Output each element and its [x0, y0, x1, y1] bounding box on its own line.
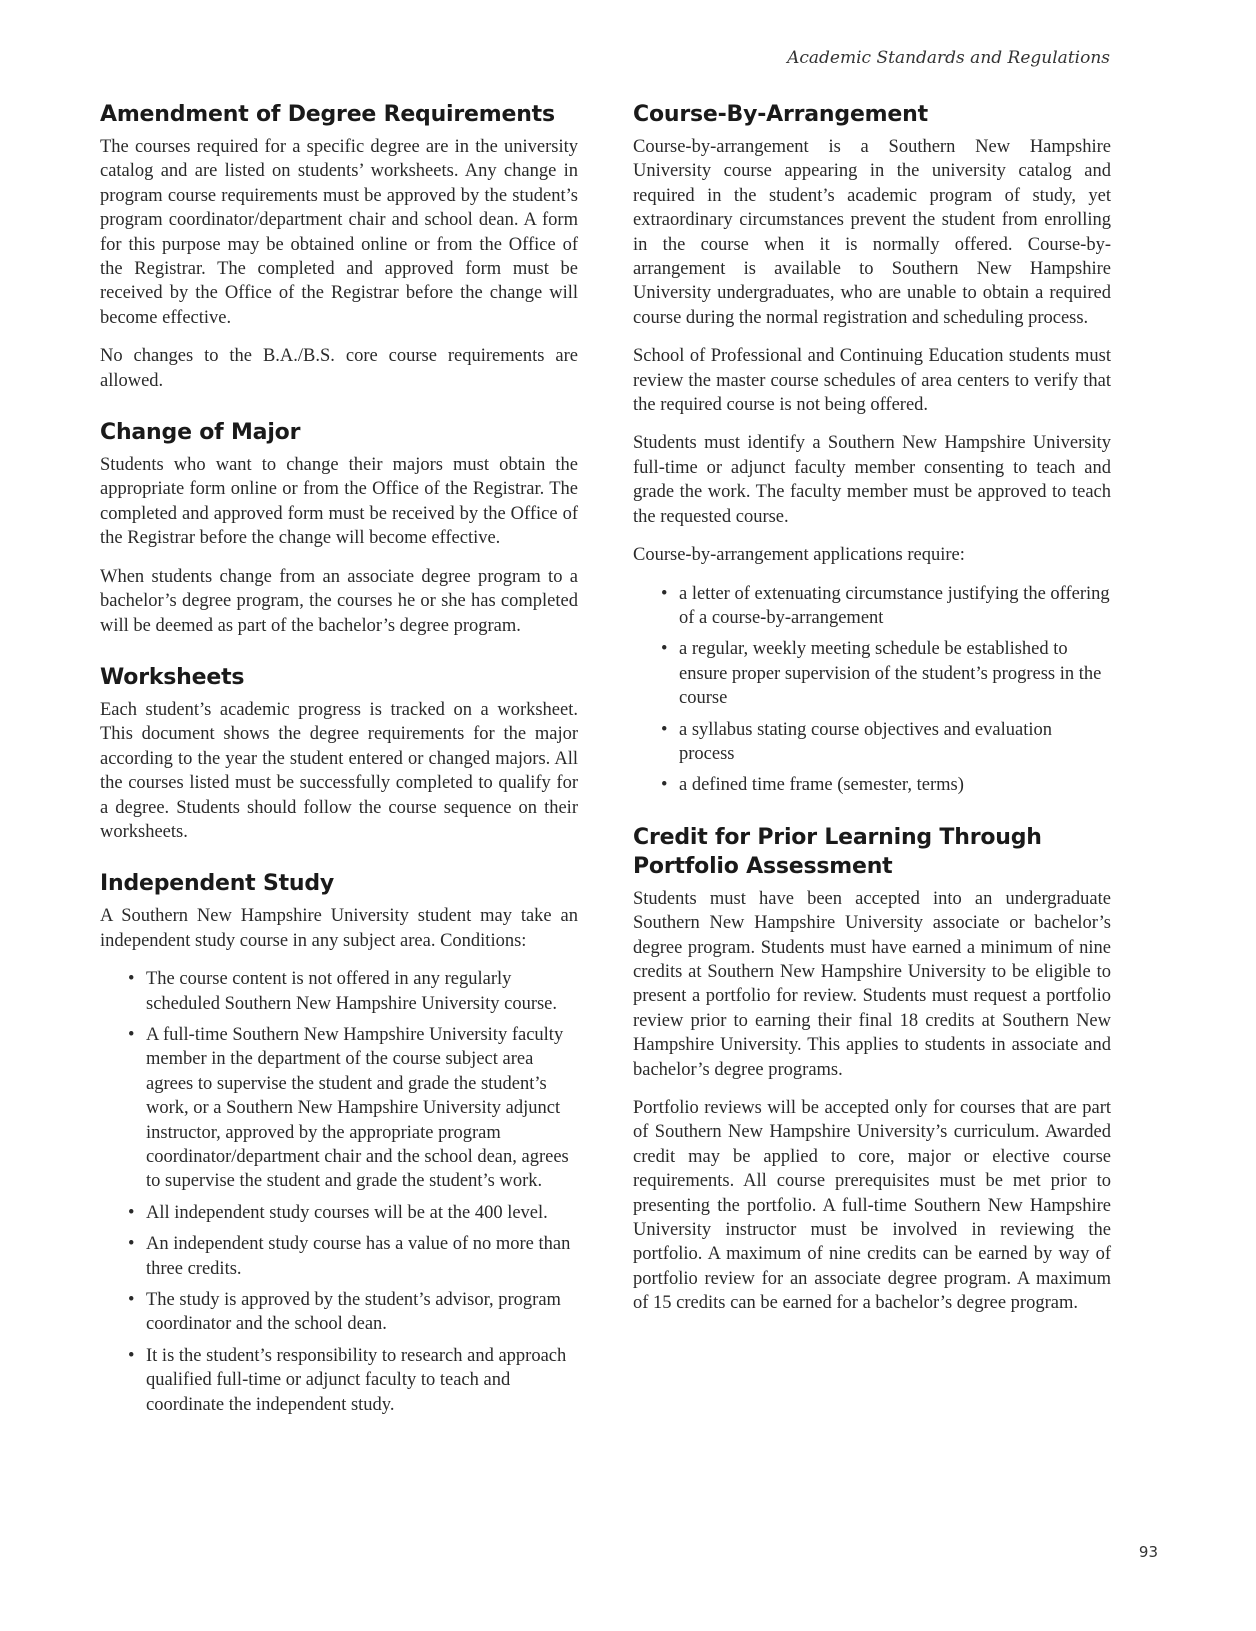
bullet-icon: • [661, 775, 668, 796]
list-item-text: a syllabus stating course objectives and evaluation process [679, 719, 1052, 764]
paragraph: Each student’s academic progress is tracked on a worksheet. This document shows the degree requirements for the major according to the year the student entered or changed majors. All the courses listed must be successfully completed to qualify for a degree. Students should follow the course sequence on their worksheets. [100, 699, 578, 842]
list-item-text: An independent study course has a value of no more than three credits. [146, 1234, 571, 1279]
section-course-by-arrangement [633, 100, 1111, 798]
paragraph: When students change from an associate degree program to a bachelor’s degree program, the courses he or she has completed will be deemed as part of the bachelor’s degree program. [100, 566, 578, 636]
paragraph: A Southern New Hampshire University student may take an independent study course in any subject area. Conditions: [100, 906, 578, 951]
section-heading: Amendment of Degree Requirements [100, 102, 555, 127]
paragraph: Course-by-arrangement is a Southern New Hampshire University course appearing in the university catalog and required in the student’s academic program of study, yet extraordinary circumstances prevent the student from enrolling in the course when it is normally offered. Course-by-arrangement is available to Southern New Hampshire University undergraduates, who are unable to obtain a required course during the normal registration and scheduling process. [633, 137, 1111, 328]
requirements-list [633, 582, 1111, 798]
list-item-text: The study is approved by the student’s advisor, program coordinator and the school dean. [146, 1290, 561, 1335]
conditions-list [100, 967, 578, 1417]
bullet-icon: • [128, 1290, 135, 1311]
list-item-text: a letter of extenuating circumstance justifying the offering of a course-by-arrangement [679, 583, 1110, 628]
paragraph: No changes to the B.A./B.S. core course requirements are allowed. [100, 346, 578, 391]
list-item [100, 1023, 578, 1194]
list-item [100, 1232, 578, 1281]
paragraph: School of Professional and Continuing Education students must review the master course schedules of area centers to verify that the required course is not being offered. [633, 346, 1111, 416]
list-item-text: It is the student’s responsibility to research and approach qualified full-time or adjunct faculty to teach and coordinate the independent study. [146, 1345, 567, 1415]
paragraph: Course-by-arrangement applications require: [633, 545, 965, 566]
paragraph: The courses required for a specific degree are in the university catalog and are listed on students’ worksheets. Any change in program course requirements must be approved by the student’s program coordinator/department chair and school dean. A form for this purpose may be obtained online or from the Office of the Registrar. The completed and approved form must be received by the Office of the Registrar before the change will become effective. [100, 137, 578, 328]
bullet-icon: • [128, 969, 135, 990]
list-item-text: All independent study courses will be at the 400 level. [146, 1202, 548, 1223]
bullet-icon: • [661, 719, 668, 740]
section-heading: Independent Study [100, 871, 335, 897]
bullet-icon: • [128, 1345, 135, 1366]
list-item [633, 773, 1111, 797]
list-item [100, 967, 578, 1016]
list-item [633, 718, 1111, 767]
bullet-icon: • [128, 1024, 135, 1045]
right-column [633, 100, 1111, 1341]
section-heading: Worksheets [100, 664, 245, 690]
list-item [100, 1201, 578, 1225]
list-item-text: A full-time Southern New Hampshire University faculty member in the department of the course subject area agrees to supervise the student and grade the student’s work, or a Southern New Hampshire University adjunct instructor, approved by the appropriate program coordinator/department chair and the school dean, agrees to supervise the student and grade the student’s work. [146, 1024, 569, 1192]
list-item-text: a defined time frame (semester, terms) [679, 775, 964, 796]
list-item-text: a regular, weekly meeting schedule be established to ensure proper supervision of the student’s progress in the course [679, 639, 1102, 709]
bullet-icon: • [661, 583, 668, 604]
paragraph: Students who want to change their majors must obtain the appropriate form online or from the Office of the Registrar. The completed and approved form must be received by the Office of the Registrar before the change will become effective. [100, 455, 578, 549]
bullet-icon: • [128, 1202, 135, 1223]
paragraph: Students must identify a Southern New Hampshire University full-time or adjunct faculty member consenting to teach and grade the work. The faculty member must be approved to teach the requested course. [633, 433, 1111, 527]
list-item [633, 637, 1111, 710]
left-column [100, 100, 578, 1442]
list-item [633, 582, 1111, 631]
section-amendment-of-degree-requirements [100, 100, 578, 393]
bullet-icon: • [128, 1234, 135, 1255]
section-credit-for-prior-learning [633, 823, 1111, 1316]
list-item [100, 1288, 578, 1337]
section-heading: Change of Major [100, 420, 301, 446]
section-heading: Course-By-Arrangement [633, 102, 928, 127]
list-item [100, 1344, 578, 1417]
list-item-text: The course content is not offered in any regularly scheduled Southern New Hampshire University course. [146, 969, 558, 1014]
section-worksheets [100, 663, 578, 844]
page-number: 93 [1138, 1543, 1158, 1561]
section-change-of-major [100, 418, 578, 638]
paragraph: Students must have been accepted into an undergraduate Southern New Hampshire University associate or bachelor’s degree program. Students must have earned a minimum of nine credits at Southern New Hampshire University to be eligible to present a portfolio for review. Students must request a portfolio review prior to earning their final 18 credits at Southern New Hampshire University. This applies to students in associate and bachelor’s degree programs. [633, 888, 1111, 1080]
section-heading: Credit for Prior Learning Through Portfolio Assessment [633, 824, 1042, 879]
section-independent-study [100, 869, 578, 1417]
running-head: Academic Standards and Regulations [787, 48, 1110, 68]
bullet-icon: • [661, 639, 668, 660]
paragraph: Portfolio reviews will be accepted only for courses that are part of Southern New Hampshire University’s curriculum. Awarded credit may be applied to core, major or elective course requirements. All course prerequisites must be met prior to presenting the portfolio. A full-time Southern New Hampshire University instructor must be involved in reviewing the portfolio. A maximum of nine credits can be earned by way of portfolio review for an associate degree program. A maximum of 15 credits can be earned for a bachelor’s degree program. [633, 1098, 1111, 1314]
